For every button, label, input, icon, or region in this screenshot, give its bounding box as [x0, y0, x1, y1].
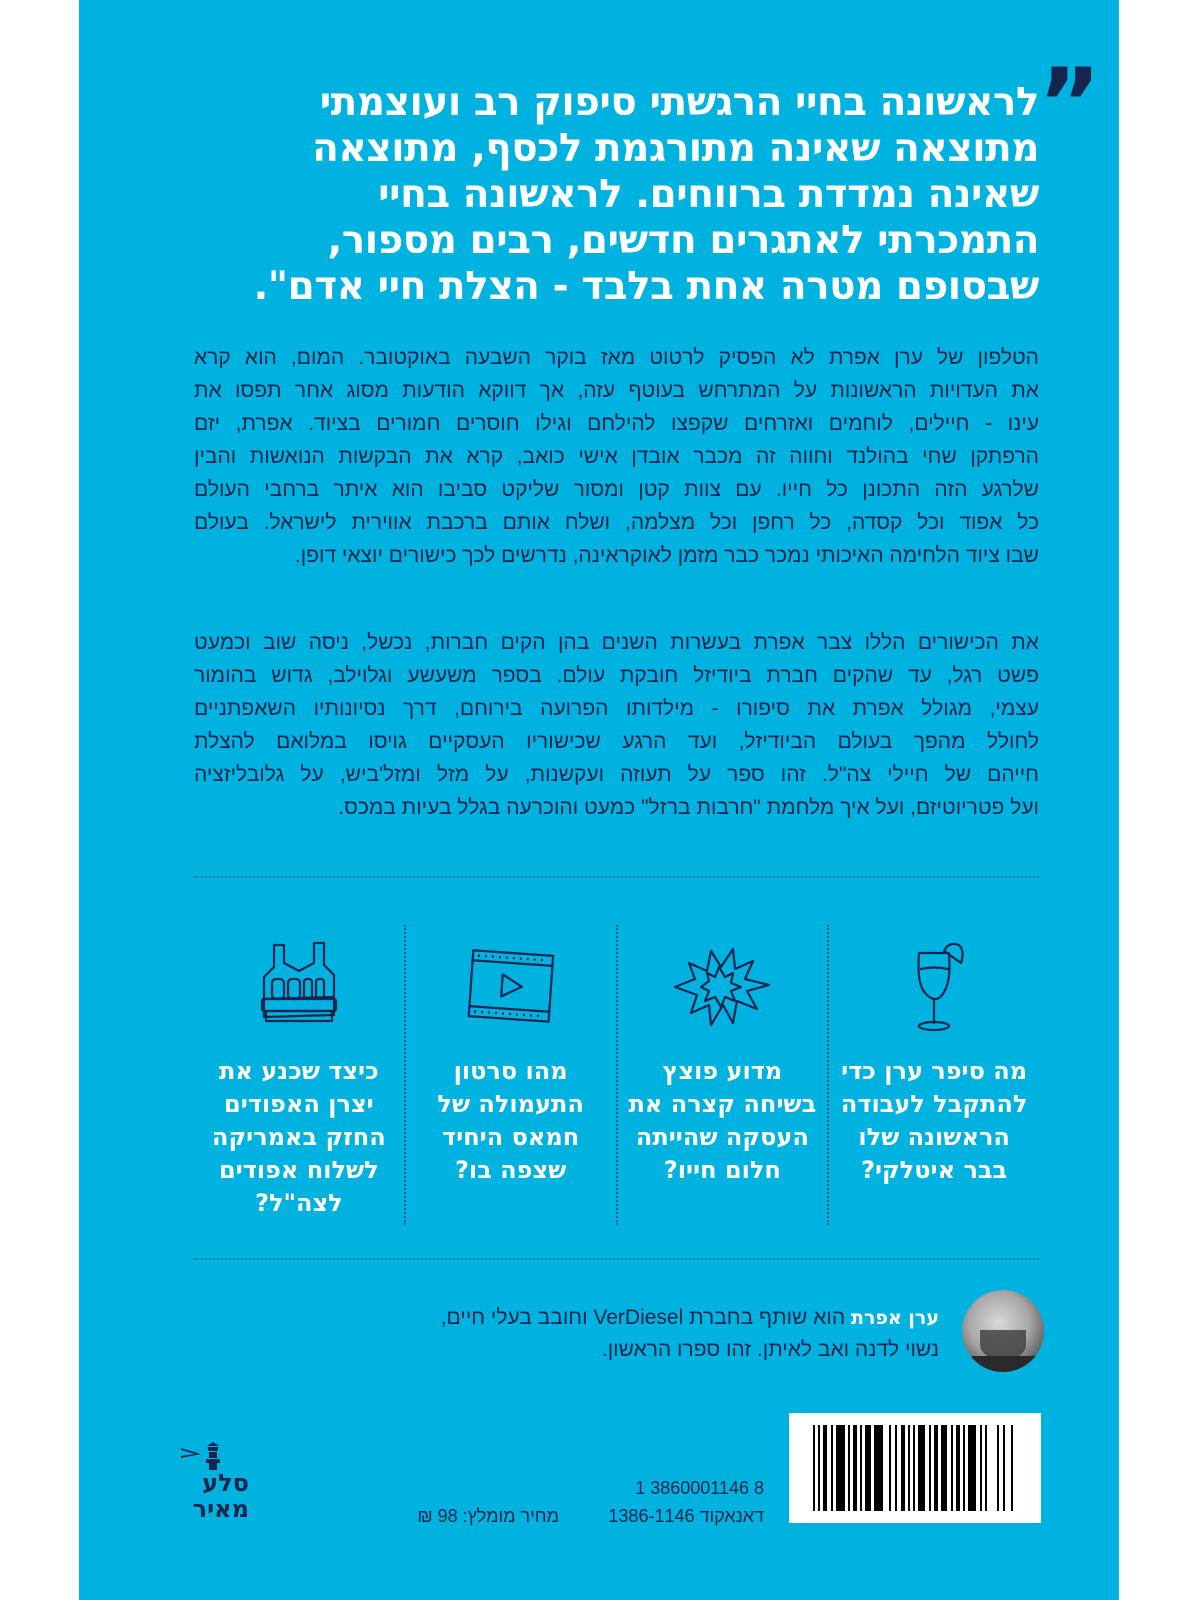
book-back-cover [79, 0, 1119, 1600]
quote-line: התמכרתי לאתגרים חדשים, רבים מספור, [327, 218, 1039, 263]
text-line: את הכישורים הללו צבר אפרת בעשרות השנים בהן הקים חברות, נכשל, ניסה שוב וכמעט [194, 631, 1039, 654]
quote-line: לראשונה בחיי הרגשתי סיפוק רב ועוצמתי [319, 80, 1039, 125]
question-text: מהו סרטון התעמולה של חמאס היחיד שצפה בו? [437, 1057, 584, 1184]
text-line: ועל פטריוטיזם, ועל איך מלחמת "חרבות ברזל" כמעט והוכרעה בגלל בעיות במכס. [338, 796, 1039, 819]
recommended-price: מחיר מומלץ: 98 ₪ [417, 1506, 559, 1526]
quote-line: שבסופם מטרה אחת בלבד - הצלת חיי אדם". [253, 264, 1039, 309]
question-text: מה סיפר ערן כדי להתקבל לעבודה הראשונה שלו בבר איטלקי? [840, 1057, 1028, 1184]
explosion-icon [667, 935, 777, 1035]
quote-line: מתוצאה שאינה מתורגמת לכסף, מתוצאה [312, 126, 1039, 171]
author-bio [179, 1302, 939, 1366]
catalog-number: דאנאקוד 1386-1146 [608, 1506, 764, 1526]
quote-line: שאינה נמדדת ברווחים. לראשונה בחיי [378, 172, 1039, 217]
quote-mark-icon: ” [1037, 48, 1101, 160]
question-card [406, 925, 618, 1225]
synopsis-paragraph-2 [194, 626, 1039, 824]
text-line: כל אפוד וכל קסדה, כל רחפן וכל מצלמה, ושלח אותם ברכבת אווירית לישראל. בעולם [194, 511, 1039, 534]
video-play-icon [456, 935, 566, 1035]
question-card [618, 925, 830, 1225]
section-divider [194, 876, 1039, 878]
text-line: את העדויות הראשונות על המתרחש בעוטף עזה, אך דווקא הודעות מסוג אחר תפסו את [194, 379, 1039, 402]
pull-quote [194, 80, 1039, 310]
publisher-logo [169, 1440, 249, 1540]
text-line: עצמי, מגולל אפרת את סיפורו - מילדותו הפרועה בירוחם, דרך נסיונותיו השאפתניים [194, 697, 1039, 720]
barcode-icon [789, 1413, 1041, 1523]
lighthouse-icon [179, 1440, 229, 1470]
cocktail-glass-icon [879, 935, 989, 1035]
bulletproof-vest-icon [244, 935, 354, 1035]
publisher-name-line-2: מאיר [192, 1495, 249, 1523]
text-line: שלרגע הזה התכונן כל חייו. עם צוות קטן ומסור שליקט סביבו הוא איתר ברחבי העולם [194, 478, 1039, 501]
author-bio-line-2: נשוי לדנה ואב לאיתן. זהו ספרו הראשון. [601, 1338, 939, 1361]
publisher-name-line-1: סלע [202, 1469, 249, 1497]
question-text: כיצד שכנע את יצרן האפודים החזק באמריקה לשלוח אפודים לצה"ל? [211, 1057, 386, 1217]
isbn-number: 1 3860001146 8 [635, 1478, 764, 1498]
author-bio-section [194, 1290, 1039, 1370]
author-photo [962, 1290, 1044, 1372]
text-line: הרפתקן שחי בהולנד וחווה זה מכבר אובדן אישי כואב, קרא את הבקשות הנואשות והבין [194, 445, 1039, 468]
synopsis-paragraph-1 [194, 341, 1039, 572]
text-line: שבו ציוד הלחימה האיכותי נמכר כבר מזמן לאוקראינה, נדרשים לכך כישורים יוצאי דופן. [294, 544, 1039, 567]
text-line: הטלפון של ערן אפרת לא הפסיק לרטוט מאז בוקר השבעה באוקטובר. המום, הוא קרא [194, 346, 1039, 369]
text-line: פשט רגל, עד שהקים חברת ביודיזל חובקת עולם. בספר משעשע וגלוילב, גדוש בהומור [194, 664, 1039, 687]
text-line: לחולל מהפך בעולם הביודיזל, ועד הרגע שכישוריו העסקיים גויסו במלואם להצלת [194, 730, 1039, 753]
question-text: מדוע פוצץ בשיחה קצרה את העסקה שהייתה חלום חייו? [628, 1057, 817, 1184]
question-card [194, 925, 406, 1225]
teaser-questions [194, 925, 1039, 1225]
text-line: חייהם של חיילי צה"ל. זהו ספר על תעוזה ועקשנות, על מזל ומזל'ביש, על גלובליזציה [194, 763, 1039, 786]
section-divider [194, 1258, 1039, 1260]
author-bio-line-1: הוא שותף בחברת VerDiesel וחובב בעלי חיים, [440, 1306, 852, 1329]
author-name: ערן אפרת [851, 1307, 939, 1329]
text-line: עינו - חיילים, לוחמים ואזרחים שקפצו להילחם וגילו חוסרים חמורים בציוד. אפרת, יזם [194, 412, 1039, 435]
question-card [829, 925, 1039, 1225]
